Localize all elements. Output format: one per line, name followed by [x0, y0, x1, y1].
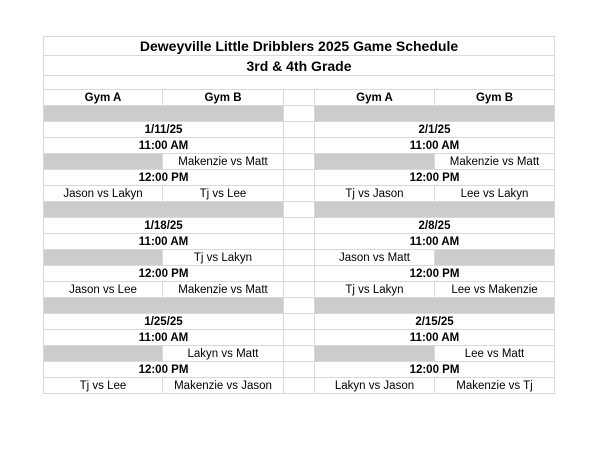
gap-cell	[284, 314, 315, 330]
separator-right	[315, 106, 555, 122]
separator-row	[43, 106, 555, 122]
matchup-gym-a-left	[43, 154, 163, 170]
game-date-left: 1/18/25	[43, 218, 284, 234]
time-slot-left: 11:00 AM	[43, 138, 284, 154]
spacer-row	[43, 76, 555, 90]
subtitle-row	[43, 56, 555, 76]
matchup-gym-b-left: Tj vs Lakyn	[163, 250, 284, 266]
gap-cell	[284, 346, 315, 362]
matchup-gym-b-left: Makenzie vs Matt	[163, 154, 284, 170]
game-date-left: 1/25/25	[43, 314, 284, 330]
gap-cell	[284, 154, 315, 170]
separator-row	[43, 202, 555, 218]
time-row	[43, 234, 555, 250]
gap-cell	[284, 234, 315, 250]
matchup-row	[43, 154, 555, 170]
matchup-gym-a-right	[315, 346, 435, 362]
matchup-gym-b-right: Makenzie vs Tj	[435, 378, 555, 394]
game-date-right: 2/1/25	[315, 122, 555, 138]
time-row	[43, 170, 555, 186]
matchup-gym-b-left: Lakyn vs Matt	[163, 346, 284, 362]
game-date-right: 2/8/25	[315, 218, 555, 234]
date-row	[43, 218, 555, 234]
time-row	[43, 138, 555, 154]
gap-cell	[284, 202, 315, 218]
matchup-gym-a-right: Lakyn vs Jason	[315, 378, 435, 394]
matchup-gym-a-left: Tj vs Lee	[43, 378, 163, 394]
matchup-gym-b-left: Tj vs Lee	[163, 186, 284, 202]
gap-cell	[284, 90, 315, 106]
matchup-row	[43, 250, 555, 266]
matchup-gym-b-right: Lee vs Lakyn	[435, 186, 555, 202]
separator-right	[315, 298, 555, 314]
game-date-left: 1/11/25	[43, 122, 284, 138]
matchup-gym-a-left	[43, 346, 163, 362]
gap-cell	[284, 122, 315, 138]
header-gym-b-right: Gym B	[435, 90, 555, 106]
gap-cell	[284, 362, 315, 378]
separator-left	[43, 202, 284, 218]
gap-cell	[284, 282, 315, 298]
time-row	[43, 330, 555, 346]
time-slot-left: 12:00 PM	[43, 362, 284, 378]
gap-cell	[284, 186, 315, 202]
time-row	[43, 362, 555, 378]
separator-row	[43, 298, 555, 314]
matchup-gym-a-right: Tj vs Lakyn	[315, 282, 435, 298]
header-gym-a-right: Gym A	[315, 90, 435, 106]
time-slot-right: 11:00 AM	[315, 138, 555, 154]
matchup-gym-a-right: Jason vs Matt	[315, 250, 435, 266]
separator-left	[43, 106, 284, 122]
matchup-row	[43, 282, 555, 298]
gap-cell	[284, 378, 315, 394]
gap-cell	[284, 250, 315, 266]
grade-subtitle: 3rd & 4th Grade	[43, 56, 555, 76]
time-slot-left: 12:00 PM	[43, 266, 284, 282]
gap-cell	[284, 106, 315, 122]
header-gym-b-left: Gym B	[163, 90, 284, 106]
gap-cell	[284, 266, 315, 282]
spacer-cell	[43, 76, 555, 90]
time-slot-left: 12:00 PM	[43, 170, 284, 186]
gap-cell	[284, 138, 315, 154]
separator-left	[43, 298, 284, 314]
time-slot-right: 11:00 AM	[315, 330, 555, 346]
date-row	[43, 314, 555, 330]
matchup-gym-b-left: Makenzie vs Matt	[163, 282, 284, 298]
schedule-sheet	[43, 36, 555, 394]
gap-cell	[284, 298, 315, 314]
matchup-gym-a-left: Jason vs Lee	[43, 282, 163, 298]
matchup-gym-b-right: Makenzie vs Matt	[435, 154, 555, 170]
title-row	[43, 36, 555, 56]
time-row	[43, 266, 555, 282]
date-row	[43, 122, 555, 138]
gap-cell	[284, 218, 315, 234]
matchup-gym-a-right: Tj vs Jason	[315, 186, 435, 202]
matchup-row	[43, 186, 555, 202]
time-slot-left: 11:00 AM	[43, 330, 284, 346]
time-slot-right: 12:00 PM	[315, 170, 555, 186]
matchup-row	[43, 378, 555, 394]
gap-cell	[284, 330, 315, 346]
matchup-gym-b-right: Lee vs Matt	[435, 346, 555, 362]
header-gym-a-left: Gym A	[43, 90, 163, 106]
schedule-title: Deweyville Little Dribblers 2025 Game Schedule	[43, 36, 555, 56]
gap-cell	[284, 170, 315, 186]
gym-header-row	[43, 90, 555, 106]
time-slot-right: 12:00 PM	[315, 362, 555, 378]
separator-right	[315, 202, 555, 218]
matchup-gym-b-right: Lee vs Makenzie	[435, 282, 555, 298]
game-date-right: 2/15/25	[315, 314, 555, 330]
matchup-row	[43, 346, 555, 362]
matchup-gym-b-left: Makenzie vs Jason	[163, 378, 284, 394]
matchup-gym-b-right	[435, 250, 555, 266]
matchup-gym-a-right	[315, 154, 435, 170]
time-slot-right: 11:00 AM	[315, 234, 555, 250]
weeks-container	[43, 106, 555, 394]
time-slot-left: 11:00 AM	[43, 234, 284, 250]
matchup-gym-a-left	[43, 250, 163, 266]
matchup-gym-a-left: Jason vs Lakyn	[43, 186, 163, 202]
time-slot-right: 12:00 PM	[315, 266, 555, 282]
